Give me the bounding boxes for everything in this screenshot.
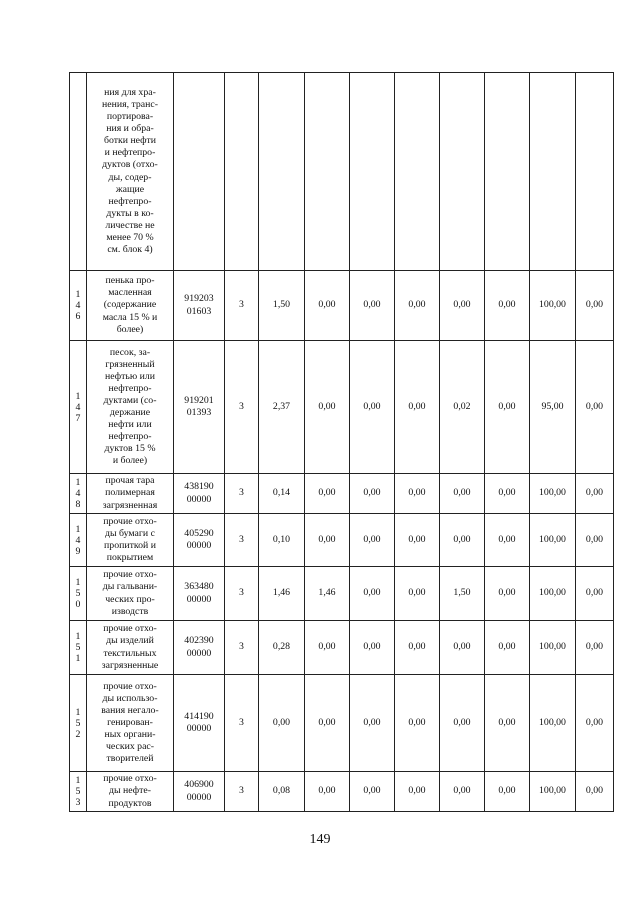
value-cell-6: 0,00: [485, 341, 530, 474]
waste-name-cell: ния для хра- нения, транс- портирова- ния и обра- ботки нефти и нефтепро- дуктов (отхо- ды, содер- жащие нефтепро- дукты в ко- личестве не менее 70 % см. блок 4): [87, 73, 174, 271]
value-cell-8: 0,00: [576, 675, 614, 772]
waste-name-cell: песок, за- грязненный нефтью или нефтепро- дуктами (со- держание нефти или нефтепро- дуктов 15 % и более): [87, 341, 174, 474]
value-cell-3: [350, 73, 395, 271]
value-cell-4: 0,00: [395, 271, 440, 341]
value-cell-8: 0,00: [576, 514, 614, 567]
value-cell-2: 0,00: [305, 772, 350, 812]
value-cell-8: 0,00: [576, 621, 614, 675]
table-row: [70, 772, 614, 812]
value-cell-5: 0,00: [440, 621, 485, 675]
value-cell-8: 0,00: [576, 567, 614, 621]
table-row: [70, 341, 614, 474]
value-cell-7: 95,00: [530, 341, 576, 474]
value-cell-2: 0,00: [305, 514, 350, 567]
waste-code-cell: 405290 00000: [174, 514, 225, 567]
waste-name-cell: пенька про- масленная (содержание масла 15 % и более): [87, 271, 174, 341]
value-cell-1: 0,00: [259, 675, 305, 772]
value-cell-8: 0,00: [576, 474, 614, 514]
table-row: [70, 73, 614, 271]
value-cell-5: 0,00: [440, 474, 485, 514]
value-cell-3: 0,00: [350, 474, 395, 514]
value-cell-4: 0,00: [395, 772, 440, 812]
value-cell-7: 100,00: [530, 514, 576, 567]
value-cell-3: 0,00: [350, 567, 395, 621]
value-cell-3: 0,00: [350, 675, 395, 772]
value-cell-2: 0,00: [305, 474, 350, 514]
hazard-class-cell: 3: [225, 675, 259, 772]
waste-name-cell: прочая тара полимерная загрязненная: [87, 474, 174, 514]
value-cell-6: 0,00: [485, 621, 530, 675]
value-cell-2: 0,00: [305, 341, 350, 474]
value-cell-8: 0,00: [576, 772, 614, 812]
row-number-cell: 1 4 6: [70, 271, 87, 341]
row-number-cell: 1 4 9: [70, 514, 87, 567]
value-cell-3: 0,00: [350, 772, 395, 812]
value-cell-4: 0,00: [395, 621, 440, 675]
value-cell-3: 0,00: [350, 271, 395, 341]
row-number-cell: 1 4 7: [70, 341, 87, 474]
value-cell-5: [440, 73, 485, 271]
value-cell-7: 100,00: [530, 567, 576, 621]
waste-table: [69, 72, 614, 812]
row-number-cell: 1 5 0: [70, 567, 87, 621]
row-number-cell: 1 4 8: [70, 474, 87, 514]
hazard-class-cell: 3: [225, 772, 259, 812]
value-cell-1: 0,10: [259, 514, 305, 567]
hazard-class-cell: 3: [225, 474, 259, 514]
table-row: [70, 675, 614, 772]
value-cell-2: 1,46: [305, 567, 350, 621]
value-cell-7: 100,00: [530, 621, 576, 675]
hazard-class-cell: 3: [225, 271, 259, 341]
value-cell-1: 2,37: [259, 341, 305, 474]
row-number-cell: 1 5 1: [70, 621, 87, 675]
waste-code-cell: 919201 01393: [174, 341, 225, 474]
row-number-cell: [70, 73, 87, 271]
value-cell-8: 0,00: [576, 271, 614, 341]
value-cell-4: 0,00: [395, 341, 440, 474]
value-cell-5: 0,02: [440, 341, 485, 474]
waste-code-cell: 363480 00000: [174, 567, 225, 621]
waste-name-cell: прочие отхо- ды бумаги с пропиткой и покрытием: [87, 514, 174, 567]
value-cell-5: 0,00: [440, 514, 485, 567]
value-cell-7: 100,00: [530, 271, 576, 341]
value-cell-3: 0,00: [350, 341, 395, 474]
value-cell-1: [259, 73, 305, 271]
hazard-class-cell: 3: [225, 341, 259, 474]
waste-name-cell: прочие отхо- ды гальвани- ческих про- изводств: [87, 567, 174, 621]
table-row: [70, 514, 614, 567]
value-cell-1: 1,46: [259, 567, 305, 621]
table-row: [70, 271, 614, 341]
value-cell-6: [485, 73, 530, 271]
page-number: 149: [309, 832, 331, 847]
value-cell-6: 0,00: [485, 675, 530, 772]
value-cell-4: [395, 73, 440, 271]
table-row: [70, 567, 614, 621]
value-cell-2: [305, 73, 350, 271]
value-cell-5: 0,00: [440, 772, 485, 812]
waste-code-cell: 402390 00000: [174, 621, 225, 675]
value-cell-2: 0,00: [305, 271, 350, 341]
value-cell-8: 0,00: [576, 341, 614, 474]
value-cell-4: 0,00: [395, 514, 440, 567]
value-cell-7: [530, 73, 576, 271]
value-cell-5: 0,00: [440, 271, 485, 341]
value-cell-7: 100,00: [530, 474, 576, 514]
value-cell-4: 0,00: [395, 567, 440, 621]
value-cell-7: 100,00: [530, 675, 576, 772]
waste-code-cell: 414190 00000: [174, 675, 225, 772]
value-cell-3: 0,00: [350, 621, 395, 675]
value-cell-1: 0,28: [259, 621, 305, 675]
waste-name-cell: прочие отхо- ды изделий текстильных загрязненные: [87, 621, 174, 675]
value-cell-6: 0,00: [485, 514, 530, 567]
value-cell-2: 0,00: [305, 621, 350, 675]
value-cell-4: 0,00: [395, 474, 440, 514]
waste-code-cell: 919203 01603: [174, 271, 225, 341]
value-cell-5: 0,00: [440, 675, 485, 772]
row-number-cell: 1 5 2: [70, 675, 87, 772]
waste-code-cell: 438190 00000: [174, 474, 225, 514]
hazard-class-cell: 3: [225, 567, 259, 621]
value-cell-5: 1,50: [440, 567, 485, 621]
value-cell-6: 0,00: [485, 567, 530, 621]
waste-code-cell: 406900 00000: [174, 772, 225, 812]
waste-name-cell: прочие отхо- ды нефте- продуктов: [87, 772, 174, 812]
waste-code-cell: [174, 73, 225, 271]
value-cell-6: 0,00: [485, 271, 530, 341]
value-cell-4: 0,00: [395, 675, 440, 772]
value-cell-7: 100,00: [530, 772, 576, 812]
table-body: [70, 73, 614, 812]
hazard-class-cell: 3: [225, 514, 259, 567]
hazard-class-cell: [225, 73, 259, 271]
value-cell-1: 0,14: [259, 474, 305, 514]
value-cell-6: 0,00: [485, 772, 530, 812]
value-cell-1: 1,50: [259, 271, 305, 341]
value-cell-3: 0,00: [350, 514, 395, 567]
value-cell-1: 0,08: [259, 772, 305, 812]
waste-name-cell: прочие отхо- ды использо- вания негало- генирован- ных органи- ческих рас- творителей: [87, 675, 174, 772]
value-cell-8: [576, 73, 614, 271]
hazard-class-cell: 3: [225, 621, 259, 675]
row-number-cell: 1 5 3: [70, 772, 87, 812]
value-cell-2: 0,00: [305, 675, 350, 772]
table-row: [70, 474, 614, 514]
value-cell-6: 0,00: [485, 474, 530, 514]
table-row: [70, 621, 614, 675]
